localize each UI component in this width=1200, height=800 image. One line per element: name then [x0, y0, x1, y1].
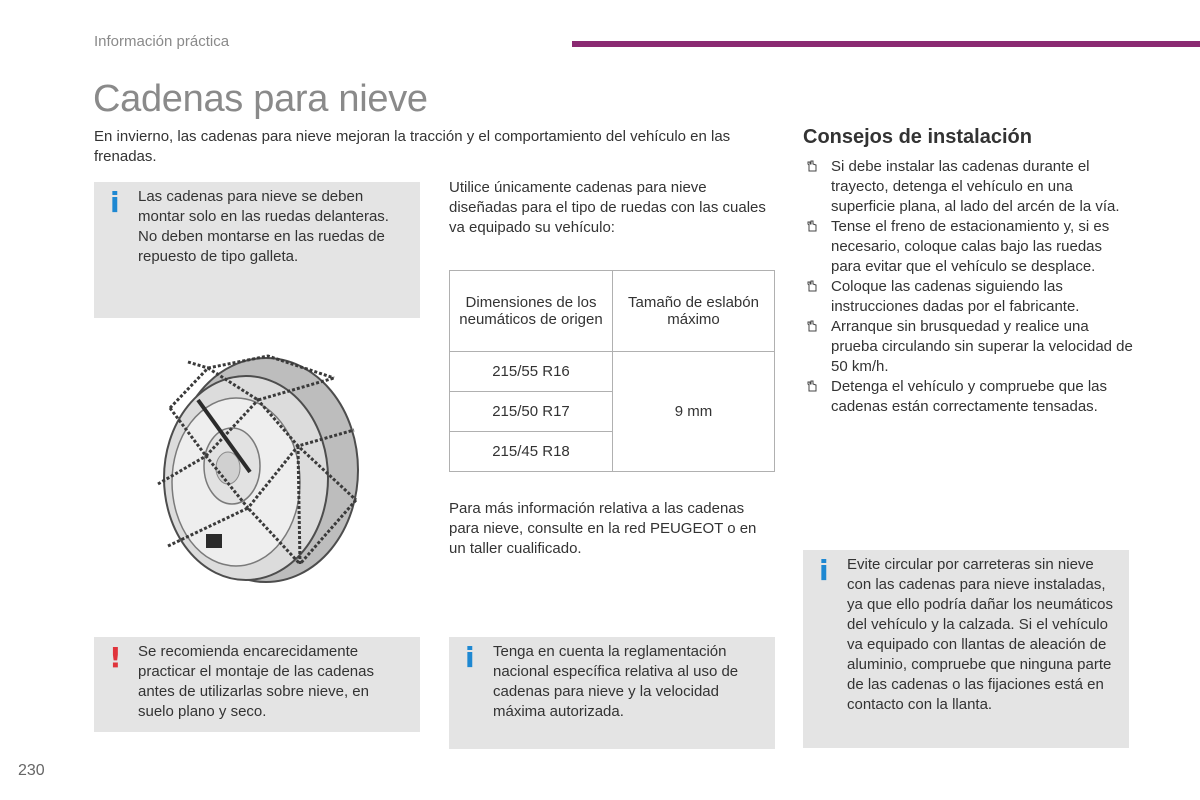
pointing-hand-icon [807, 280, 817, 292]
warning-icon: ! [109, 641, 122, 674]
chain-size-table [449, 270, 775, 472]
page-number: 230 [18, 762, 45, 779]
table-cell-tyre: 215/45 R18 [450, 432, 613, 472]
table-cell-link-size: 9 mm [613, 352, 775, 472]
more-info-paragraph: Para más información relativa a las cadenas para nieve, consulte en la red PEUGEOT o en un taller cualificado. [449, 500, 757, 557]
note-front-wheels-text: Las cadenas para nieve se deben montar solo en las ruedas delanteras. No deben montarse en las ruedas de repuesto de tipo galleta. [138, 188, 389, 265]
advice-item-text: Coloque las cadenas siguiendo las instrucciones dadas por el fabricante. [831, 278, 1080, 315]
installation-advice-title: Consejos de instalación [803, 126, 1032, 148]
list-item [803, 277, 1133, 317]
list-item [803, 377, 1133, 417]
list-item [803, 217, 1133, 277]
intro-paragraph: En invierno, las cadenas para nieve mejoran la tracción y el comportamiento del vehículo en las frenadas. [94, 128, 731, 165]
info-icon: i [465, 641, 475, 674]
list-item [803, 317, 1133, 377]
advice-item-text: Si debe instalar las cadenas durante el trayecto, detenga el vehículo en una superficie plana, al lado del arcén de la vía. [831, 158, 1120, 215]
pointing-hand-icon [807, 380, 817, 392]
note-front-wheels [94, 182, 420, 318]
list-item [803, 157, 1133, 217]
info-icon: i [110, 186, 120, 219]
pointing-hand-icon [807, 220, 817, 232]
table-cell-tyre: 215/50 R17 [450, 392, 613, 432]
advice-item-text: Arranque sin brusquedad y realice una prueba circulando sin superar la velocidad de 50 km/h. [831, 318, 1133, 375]
table-header-link-size: Tamaño de eslabón máximo [613, 271, 775, 352]
advice-item-text: Detenga el vehículo y compruebe que las cadenas están correctamente tensadas. [831, 378, 1108, 415]
note-regulations [449, 637, 775, 749]
note-regulations-text: Tenga en cuenta la reglamentación nacional específica relativa al uso de cadenas para nieve y la velocidad máxima autorizada. [493, 643, 739, 720]
note-alloy-wheels-text: Evite circular por carreteras sin nieve con las cadenas para nieve instaladas, ya que ello podría dañar los neumáticos del vehículo y la calzada. Si el vehículo va equipado con llantas de aleación de aluminio, compruebe que ninguna parte de las cadenas o las fijaciones está en contacto con la llanta. [847, 556, 1114, 713]
header-accent-bar [572, 41, 1200, 47]
table-header-tyre-size: Dimensiones de los neumáticos de origen [450, 271, 613, 352]
pointing-hand-icon [807, 160, 817, 172]
page-title: Cadenas para nieve [93, 78, 428, 120]
pointing-hand-icon [807, 320, 817, 332]
warning-practice [94, 637, 420, 732]
table-cell-tyre: 215/55 R16 [450, 352, 613, 392]
section-label: Información práctica [94, 33, 230, 50]
warning-practice-text: Se recomienda encarecidamente practicar el montaje de las cadenas antes de utilizarlas sobre nieve, en suelo plano y seco. [138, 643, 374, 720]
note-alloy-wheels [803, 550, 1129, 748]
snow-chain-wheel-illustration [148, 338, 368, 588]
info-icon: i [819, 554, 829, 587]
advice-item-text: Tense el freno de estacionamiento y, si es necesario, coloque calas bajo las ruedas para evitar que el vehículo se desplace. [831, 218, 1110, 275]
use-only-paragraph: Utilice únicamente cadenas para nieve diseñadas para el tipo de ruedas con las cuales va equipado su vehículo: [449, 179, 766, 236]
installation-advice-list [803, 157, 1133, 417]
